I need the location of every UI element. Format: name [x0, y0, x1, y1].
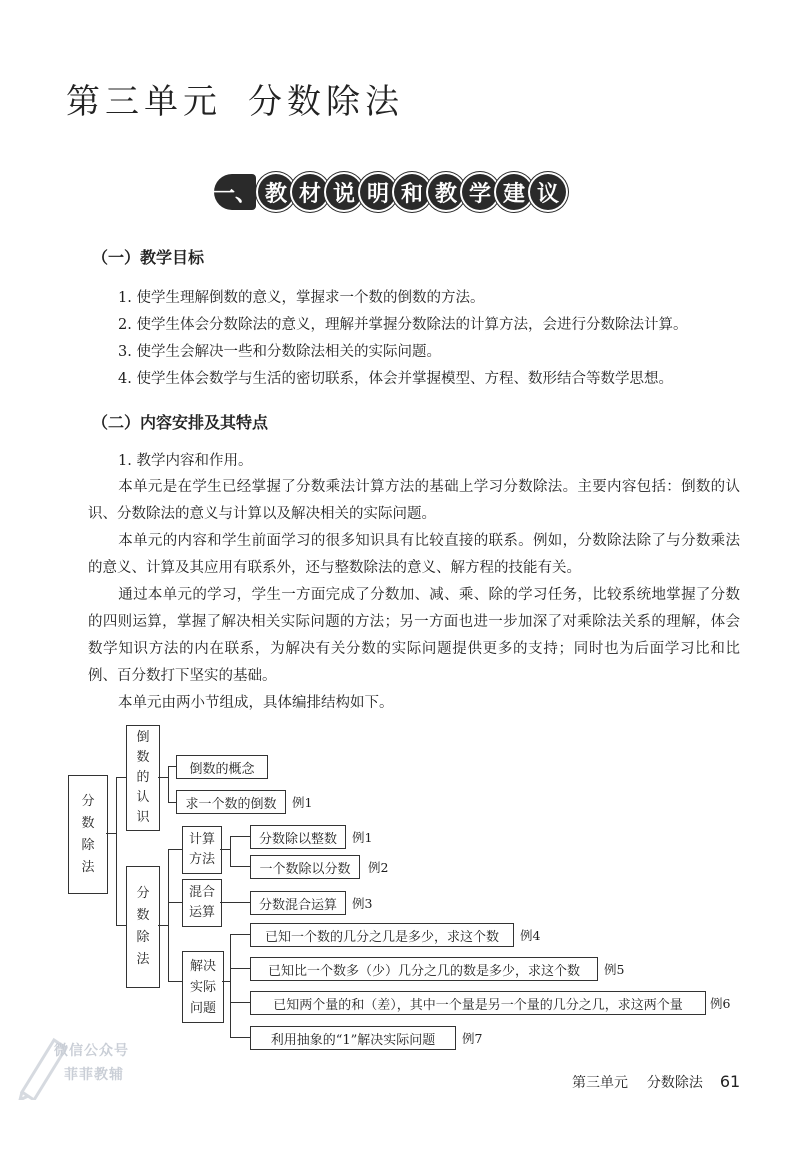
banner-char: 教 — [258, 174, 294, 210]
diagram-group-problems — [182, 951, 224, 1023]
connector — [168, 981, 182, 982]
diagram-item: 分数除以整数 — [250, 825, 346, 849]
connector — [222, 981, 230, 982]
connector — [230, 934, 231, 1037]
diagram-root — [68, 775, 108, 894]
connector — [220, 902, 250, 903]
watermark — [14, 1030, 144, 1120]
watermark-line2: 菲菲教辅 — [64, 1067, 124, 1083]
diagram-item: 已知一个数的几分之几是多少，求这个数 — [250, 923, 514, 947]
connector — [168, 902, 182, 903]
example-label: 例2 — [368, 860, 389, 875]
goal-item: 2. 使学生体会分数除法的意义，理解并掌握分数除法的计算方法，会进行分数除法计算。 — [118, 317, 688, 333]
section-heading-goals: （一）教学目标 — [92, 248, 205, 267]
goal-item: 1. 使学生理解倒数的意义，掌握求一个数的倒数的方法。 — [118, 290, 485, 306]
paragraph-text: 本单元是在学生已经掌握了分数乘法计算方法的基础上学习分数除法。主要内容包括：倒数的认识、分数除法的意义与计算以及解决相关的实际问题。 — [88, 479, 740, 522]
connector — [230, 934, 250, 935]
goal-item: 4. 使学生体会数学与生活的密切联系，体会并掌握模型、方程、数形结合等数学思想。 — [118, 371, 673, 387]
example-label: 例1 — [292, 795, 313, 810]
banner-char: 材 — [292, 174, 328, 210]
example-label: 例6 — [710, 996, 731, 1011]
connector — [230, 836, 231, 866]
paragraph-text: 本单元由两小节组成，具体编排结构如下。 — [118, 695, 394, 711]
connector — [116, 777, 117, 925]
group-label: 解决实际问题 — [189, 958, 216, 1016]
banner-char: 教 — [428, 174, 464, 210]
branch1-label: 倒数的认识 — [136, 730, 150, 825]
subheading: 1. 教学内容和作用。 — [118, 453, 253, 469]
diagram-item: 求一个数的倒数 — [176, 790, 286, 814]
banner-char: 议 — [530, 174, 566, 210]
diagram-item: 已知两个量的和（差），其中一个量是另一个量的几分之几，求这两个量 — [250, 991, 706, 1015]
diagram-item: 分数混合运算 — [250, 891, 346, 915]
connector — [220, 849, 230, 850]
example-label: 例3 — [352, 896, 373, 911]
page-number: 61 — [719, 1072, 741, 1091]
diagram-branch-reciprocal — [126, 725, 160, 831]
example-label: 例5 — [604, 962, 625, 977]
paragraph-text: 本单元的内容和学生前面学习的很多知识具有比较直接的联系。例如，分数除法除了与分数乘法的意义、计算及其应用有联系外，还与整数除法的意义、解方程的技能有关。 — [88, 533, 740, 576]
group-label: 计算方法 — [188, 832, 215, 867]
diagram-item: 倒数的概念 — [176, 755, 268, 779]
connector — [230, 866, 250, 867]
connector — [158, 777, 168, 778]
unit-number: 第三单元 — [66, 82, 222, 122]
diagram-branch-division — [126, 866, 160, 988]
banner-char: 学 — [462, 174, 498, 210]
diagram-group-calc — [182, 826, 222, 874]
diagram-group-mixed — [182, 879, 222, 927]
goal-item: 3. 使学生会解决一些和分数除法相关的实际问题。 — [118, 344, 441, 360]
banner-char: 一、 — [214, 174, 256, 210]
connector — [106, 833, 116, 834]
diagram-item: 已知比一个数多（少）几分之几的数是多少，求这个数 — [250, 957, 598, 981]
footer-title: 分数除法 — [646, 1075, 703, 1091]
diagram-item: 一个数除以分数 — [250, 855, 360, 879]
diagram-item: 利用抽象的“1”解决实际问题 — [250, 1026, 456, 1050]
group-label: 混合运算 — [188, 885, 215, 920]
connector — [116, 777, 126, 778]
example-label: 例1 — [352, 830, 373, 845]
connector — [168, 766, 176, 767]
banner-char: 建 — [496, 174, 532, 210]
connector — [168, 849, 182, 850]
root-label: 分数除法 — [81, 793, 95, 875]
connector — [230, 836, 250, 837]
example-label: 例7 — [462, 1031, 483, 1046]
example-label: 例4 — [520, 928, 541, 943]
connector — [230, 968, 250, 969]
banner-char: 和 — [394, 174, 430, 210]
branch2-label: 分数除法 — [136, 886, 150, 967]
connector — [168, 766, 169, 802]
connector — [116, 925, 126, 926]
banner-char: 明 — [360, 174, 396, 210]
connector — [230, 1037, 250, 1038]
connector — [168, 802, 176, 803]
footer-unit: 第三单元 — [572, 1075, 628, 1091]
paragraph-text: 通过本单元的学习，学生一方面完成了分数加、减、乘、除的学习任务，比较系统地掌握了分数的四则运算，掌握了解决相关实际问题的方法；另一方面也进一步加深了对乘除法关系的理解，体会数学知识方法的内在联系，为解决有关分数的实际问题提供更多的支持；同时也为后面学习比和比例、百分数打下坚实的基础。 — [88, 587, 740, 684]
connector — [230, 1002, 250, 1003]
section-heading-content: （二）内容安排及其特点 — [92, 413, 269, 432]
watermark-line1: 微信公众号 — [54, 1043, 129, 1059]
connector — [168, 849, 169, 981]
banner-char: 说 — [326, 174, 362, 210]
connector — [158, 925, 168, 926]
page-footer — [572, 1072, 740, 1092]
unit-name: 分数除法 — [248, 82, 404, 122]
